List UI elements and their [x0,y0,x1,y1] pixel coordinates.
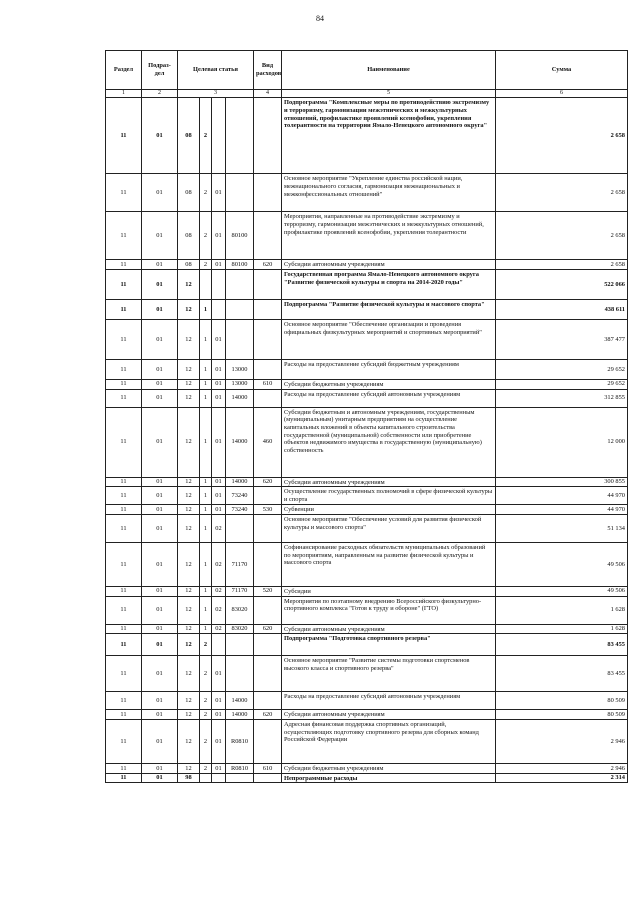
sum-cell: 83 455 [496,656,628,692]
section-cell: 11 [106,379,142,389]
name-cell: Субсидии [282,586,496,596]
table-row [106,299,628,319]
event-cell [212,299,226,319]
column-number: 5 [282,90,496,98]
name-cell: Государственная программа Ямало-Ненецкого автономного округа "Развитие физической культуры и спорта на 2014-2020 годы" [282,269,496,299]
program-cell: 12 [178,710,200,720]
expense-type-cell: 530 [254,505,282,515]
event-cell: 01 [212,212,226,260]
event-cell: 01 [212,710,226,720]
sum-cell: 2 658 [496,260,628,270]
sum-cell: 29 652 [496,379,628,389]
section-cell: 11 [106,514,142,542]
subprogram-cell: 1 [200,542,212,586]
event-cell [212,269,226,299]
subprogram-cell [200,773,212,783]
section-cell: 11 [106,319,142,359]
section-cell: 11 [106,710,142,720]
name-cell: Основное мероприятие "Обеспечение организации и проведения официальных физкультурных мероприятий и спортивных мероприятий" [282,319,496,359]
section-cell: 11 [106,359,142,379]
column-number: 2 [142,90,178,98]
subsection-cell: 01 [142,407,178,477]
program-cell: 12 [178,596,200,624]
name-cell: Мероприятия по поэтапному внедрению Всероссийского физкультурно-спортивного комплекса "Готов к труду и обороне" (ГТО) [282,596,496,624]
table-row [106,319,628,359]
sum-cell: 2 658 [496,98,628,174]
direction-cell: 14000 [226,407,254,477]
expense-type-cell [254,174,282,212]
subsection-cell: 01 [142,487,178,505]
subsection-cell: 01 [142,634,178,656]
expense-type-cell: 620 [254,624,282,634]
direction-cell: 80100 [226,212,254,260]
subprogram-cell: 2 [200,656,212,692]
section-cell: 11 [106,487,142,505]
expense-type-cell [254,596,282,624]
program-cell: 12 [178,477,200,487]
subprogram-cell: 2 [200,212,212,260]
event-cell [212,98,226,174]
name-cell: Подпрограмма "Комплексные меры по противодействию экстремизму и терроризму, гармонизации межэтнических и межкультурных отношений, профилактике проявлений ксенофобии, укрепления толерантности на территории Ямало-Ненецкого автономного округа" [282,98,496,174]
subsection-cell: 01 [142,477,178,487]
direction-cell: 14000 [226,710,254,720]
subsection-cell: 01 [142,98,178,174]
subsection-cell: 01 [142,260,178,270]
subprogram-cell: 1 [200,299,212,319]
direction-cell: 14000 [226,692,254,710]
name-cell: Расходы на предоставление субсидий бюджетным учреждениям [282,359,496,379]
program-cell: 12 [178,634,200,656]
sum-cell: 438 611 [496,299,628,319]
expense-type-cell [254,389,282,407]
sum-cell: 44 970 [496,505,628,515]
subsection-cell: 01 [142,359,178,379]
event-cell: 01 [212,764,226,774]
subsection-cell: 01 [142,542,178,586]
header-row [106,51,628,90]
program-cell: 12 [178,586,200,596]
name-cell: Осуществление государственных полномочий в сфере физической культуры и спорта [282,487,496,505]
direction-cell: 83020 [226,596,254,624]
direction-cell: 13000 [226,379,254,389]
name-cell: Софинансирование расходных обязательств муниципальных образований по мероприятиям, направленным на развитие физической культуры и массового спорта [282,542,496,586]
subprogram-cell: 2 [200,260,212,270]
subprogram-cell: 1 [200,514,212,542]
program-cell: 12 [178,505,200,515]
event-cell: 01 [212,656,226,692]
subprogram-cell: 2 [200,174,212,212]
expense-type-cell: 520 [254,586,282,596]
column-number-row [106,90,628,98]
subsection-cell: 01 [142,379,178,389]
section-cell: 11 [106,98,142,174]
direction-cell: 14000 [226,477,254,487]
sum-cell: 2 658 [496,174,628,212]
direction-cell [226,174,254,212]
program-cell: 12 [178,514,200,542]
subprogram-cell: 1 [200,319,212,359]
event-cell: 01 [212,487,226,505]
sum-cell: 2 314 [496,773,628,783]
table-row [106,379,628,389]
section-cell: 11 [106,542,142,586]
program-cell: 12 [178,542,200,586]
sum-cell: 80 509 [496,692,628,710]
subsection-cell: 01 [142,299,178,319]
subprogram-cell: 1 [200,389,212,407]
table-row [106,634,628,656]
direction-cell: 13000 [226,359,254,379]
program-cell: 12 [178,692,200,710]
subprogram-cell: 1 [200,596,212,624]
direction-cell: 73240 [226,505,254,515]
name-cell: Субвенции [282,505,496,515]
sum-cell: 80 509 [496,710,628,720]
direction-cell: 80100 [226,260,254,270]
program-cell: 12 [178,487,200,505]
subprogram-cell: 2 [200,634,212,656]
sum-cell: 300 855 [496,477,628,487]
subprogram-cell: 1 [200,477,212,487]
expense-type-cell [254,98,282,174]
sum-cell: 2 946 [496,720,628,764]
program-cell: 08 [178,174,200,212]
subsection-cell: 01 [142,596,178,624]
expense-type-cell: 620 [254,260,282,270]
sum-cell: 49 506 [496,586,628,596]
direction-cell: 71170 [226,542,254,586]
page-number: 84 [316,14,324,23]
subsection-cell: 01 [142,174,178,212]
name-cell: Основное мероприятие "Укрепление единства российской нации, межнационального согласия, гармонизация межнациональных и межконфессиональных отношений" [282,174,496,212]
name-cell: Основное мероприятие "Обеспечение условий для развития физической культуры и массового спорта" [282,514,496,542]
expense-type-cell [254,720,282,764]
table-row [106,710,628,720]
budget-table [105,50,628,783]
table-row [106,596,628,624]
expense-type-cell: 610 [254,764,282,774]
event-cell: 01 [212,319,226,359]
sum-cell: 44 970 [496,487,628,505]
section-cell: 11 [106,174,142,212]
program-cell: 12 [178,656,200,692]
program-cell: 12 [178,389,200,407]
section-cell: 11 [106,477,142,487]
expense-type-cell [254,514,282,542]
direction-cell [226,514,254,542]
direction-cell [226,656,254,692]
expense-type-cell [254,692,282,710]
section-cell: 11 [106,624,142,634]
subsection-cell: 01 [142,514,178,542]
event-cell: 01 [212,692,226,710]
table-row [106,260,628,270]
table-row [106,269,628,299]
section-cell: 11 [106,773,142,783]
column-number: 6 [496,90,628,98]
expense-type-cell [254,487,282,505]
subsection-cell: 01 [142,720,178,764]
section-cell: 11 [106,260,142,270]
expense-type-cell [254,542,282,586]
subsection-cell: 01 [142,764,178,774]
header-name: Наименование [282,51,496,90]
section-cell: 11 [106,634,142,656]
header-target: Целевая статья [178,51,254,90]
subprogram-cell [200,269,212,299]
name-cell: Подпрограмма "Развитие физической культуры и массового спорта" [282,299,496,319]
event-cell [212,773,226,783]
event-cell: 01 [212,389,226,407]
table-row [106,174,628,212]
event-cell: 01 [212,720,226,764]
event-cell: 01 [212,359,226,379]
table-row [106,477,628,487]
column-number: 4 [254,90,282,98]
sum-cell: 387 477 [496,319,628,359]
subsection-cell: 01 [142,710,178,720]
program-cell: 12 [178,299,200,319]
program-cell: 08 [178,260,200,270]
program-cell: 12 [178,379,200,389]
direction-cell [226,773,254,783]
sum-cell: 2 946 [496,764,628,774]
program-cell: 08 [178,212,200,260]
event-cell: 02 [212,596,226,624]
name-cell: Мероприятия, направленные на противодействие экстремизму и терроризму, гармонизации межэтнических и межкультурных отношений, профилактике проявлений ксенофобии, укрепления толерантности [282,212,496,260]
subsection-cell: 01 [142,269,178,299]
sum-cell: 522 066 [496,269,628,299]
section-cell: 11 [106,692,142,710]
program-cell: 12 [178,269,200,299]
expense-type-cell [254,773,282,783]
name-cell: Субсидии бюджетным учреждениям [282,764,496,774]
header-exp-type: Вид расходов [254,51,282,90]
expense-type-cell [254,269,282,299]
table-row [106,505,628,515]
subprogram-cell: 2 [200,764,212,774]
direction-cell: 71170 [226,586,254,596]
subprogram-cell: 2 [200,692,212,710]
subprogram-cell: 1 [200,586,212,596]
name-cell: Субсидии автономным учреждениям [282,477,496,487]
expense-type-cell [254,634,282,656]
section-cell: 11 [106,212,142,260]
direction-cell [226,634,254,656]
expense-type-cell [254,656,282,692]
subprogram-cell: 1 [200,505,212,515]
subsection-cell: 01 [142,624,178,634]
expense-type-cell [254,359,282,379]
sum-cell: 312 855 [496,389,628,407]
expense-type-cell: 460 [254,407,282,477]
name-cell: Субсидии автономным учреждениям [282,710,496,720]
sum-cell: 51 134 [496,514,628,542]
expense-type-cell [254,319,282,359]
subsection-cell: 01 [142,656,178,692]
direction-cell: 83020 [226,624,254,634]
section-cell: 11 [106,299,142,319]
program-cell: 12 [178,359,200,379]
table-row [106,624,628,634]
table-row [106,407,628,477]
sum-cell: 2 658 [496,212,628,260]
name-cell: Подпрограмма "Подготовка спортивного резерва" [282,634,496,656]
expense-type-cell [254,212,282,260]
expense-type-cell [254,299,282,319]
event-cell: 02 [212,624,226,634]
table-row [106,389,628,407]
table-row [106,586,628,596]
table-row [106,487,628,505]
name-cell: Непрограммные расходы [282,773,496,783]
program-cell: 12 [178,407,200,477]
section-cell: 11 [106,269,142,299]
event-cell: 01 [212,379,226,389]
section-cell: 11 [106,596,142,624]
sum-cell: 49 506 [496,542,628,586]
section-cell: 11 [106,586,142,596]
subprogram-cell: 2 [200,710,212,720]
expense-type-cell: 610 [254,379,282,389]
program-cell: 98 [178,773,200,783]
program-cell: 12 [178,319,200,359]
sum-cell: 29 652 [496,359,628,379]
column-number: 1 [106,90,142,98]
direction-cell: 73240 [226,487,254,505]
program-cell: 12 [178,624,200,634]
section-cell: 11 [106,656,142,692]
program-cell: 12 [178,764,200,774]
sum-cell: 12 000 [496,407,628,477]
table-row [106,212,628,260]
subprogram-cell: 2 [200,720,212,764]
event-cell: 01 [212,477,226,487]
expense-type-cell: 620 [254,710,282,720]
subprogram-cell: 1 [200,624,212,634]
direction-cell [226,98,254,174]
subprogram-cell: 1 [200,407,212,477]
subsection-cell: 01 [142,212,178,260]
subsection-cell: 01 [142,505,178,515]
table-row [106,98,628,174]
sum-cell: 1 628 [496,596,628,624]
expense-type-cell: 620 [254,477,282,487]
event-cell: 01 [212,174,226,212]
name-cell: Основное мероприятие "Развитие системы подготовки спортсменов высокого класса и спортивного резерва" [282,656,496,692]
table-row [106,720,628,764]
header-section: Раздел [106,51,142,90]
name-cell: Субсидии автономным учреждениям [282,260,496,270]
subprogram-cell: 2 [200,98,212,174]
table-row [106,656,628,692]
section-cell: 11 [106,505,142,515]
table-row [106,764,628,774]
direction-cell: R0810 [226,764,254,774]
subprogram-cell: 1 [200,359,212,379]
event-cell: 02 [212,514,226,542]
event-cell: 01 [212,505,226,515]
name-cell: Адресная финансовая поддержка спортивных организаций, осуществляющих подготовку спортивного резерва для сборных команд Российской Федерации [282,720,496,764]
subsection-cell: 01 [142,319,178,359]
direction-cell [226,269,254,299]
direction-cell: 14000 [226,389,254,407]
table-row [106,359,628,379]
direction-cell [226,299,254,319]
subsection-cell: 01 [142,692,178,710]
event-cell: 01 [212,260,226,270]
name-cell: Субсидии бюджетным учреждениям [282,379,496,389]
event-cell [212,634,226,656]
event-cell: 01 [212,407,226,477]
direction-cell [226,319,254,359]
subprogram-cell: 1 [200,487,212,505]
header-subsection: Подраз-дел [142,51,178,90]
section-cell: 11 [106,389,142,407]
section-cell: 11 [106,764,142,774]
table-row [106,514,628,542]
name-cell: Расходы на предоставление субсидий автономным учреждениям [282,389,496,407]
sum-cell: 83 455 [496,634,628,656]
subprogram-cell: 1 [200,379,212,389]
subsection-cell: 01 [142,389,178,407]
event-cell: 02 [212,586,226,596]
column-number: 3 [178,90,254,98]
name-cell: Субсидии автономным учреждениям [282,624,496,634]
name-cell: Расходы на предоставление субсидий автономным учреждениям [282,692,496,710]
section-cell: 11 [106,720,142,764]
section-cell: 11 [106,407,142,477]
table-row [106,542,628,586]
table-row [106,692,628,710]
header-sum: Сумма [496,51,628,90]
name-cell: Субсидии бюджетным и автономным учреждениям, государственным (муниципальным) унитарным предприятиям на осуществление капитальных вложений в объекты капитального строительства государственной (муниципальной) собственности или приобретение объектов недвижимого имущества в государственную (муниципальную) собственность [282,407,496,477]
table-row [106,773,628,783]
sum-cell: 1 628 [496,624,628,634]
subsection-cell: 01 [142,586,178,596]
direction-cell: R0810 [226,720,254,764]
program-cell: 12 [178,720,200,764]
subsection-cell: 01 [142,773,178,783]
program-cell: 08 [178,98,200,174]
event-cell: 02 [212,542,226,586]
